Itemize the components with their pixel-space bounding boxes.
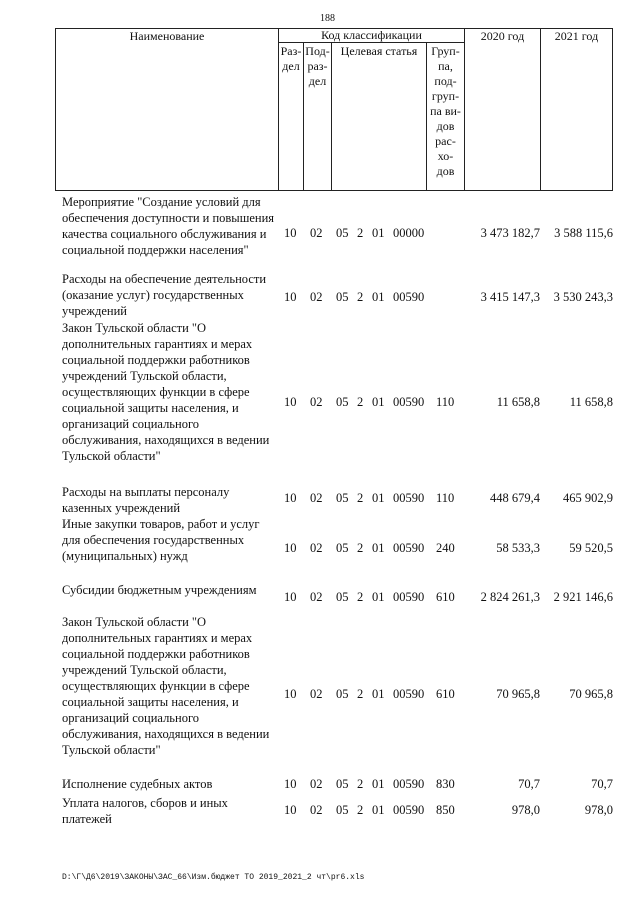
row-name: Исполнение судебных актов bbox=[62, 777, 213, 791]
cell-vr: 240 bbox=[436, 541, 455, 555]
cell-cs3: 01 bbox=[372, 491, 385, 505]
cell-2021: 59 520,5 bbox=[569, 541, 613, 555]
cell-vr: 850 bbox=[436, 803, 455, 817]
cell-cs2: 2 bbox=[357, 590, 364, 604]
cell-cs2: 2 bbox=[357, 226, 364, 240]
header-year-2021: 2021 год bbox=[554, 29, 599, 43]
cell-cs3: 01 bbox=[372, 395, 385, 409]
cell-cs2: 2 bbox=[357, 803, 364, 817]
cell-pr: 02 bbox=[310, 803, 323, 817]
cell-rz: 10 bbox=[284, 687, 297, 701]
header-razdel: Раз- дел bbox=[280, 44, 302, 73]
cell-pr: 02 bbox=[310, 290, 323, 304]
cell-cs4: 00590 bbox=[393, 395, 425, 409]
cell-cs2: 2 bbox=[357, 290, 364, 304]
cell-cs2: 2 bbox=[357, 491, 364, 505]
cell-rz: 10 bbox=[284, 226, 297, 240]
cell-rz: 10 bbox=[284, 491, 297, 505]
page-number: 188 bbox=[320, 13, 335, 24]
header-gruppa-vidov-rashodov: Груп- па, под- груп- па ви- дов рас- хо- дов bbox=[430, 44, 461, 178]
row-name: Расходы на обеспечение деятельности (оказание услуг) государственных учреждений bbox=[62, 272, 267, 318]
row-name: Субсидии бюджетным учреждениям bbox=[62, 583, 257, 597]
cell-2020: 70,7 bbox=[518, 777, 540, 791]
cell-2021: 465 902,9 bbox=[563, 491, 613, 505]
cell-2021: 11 658,8 bbox=[569, 395, 613, 409]
cell-cs2: 2 bbox=[357, 395, 364, 409]
cell-cs1: 05 bbox=[336, 395, 349, 409]
cell-2021: 3 530 243,3 bbox=[553, 290, 613, 304]
file-path-footer: D:\Г\Д6\2019\ЗАКОНЫ\ЗАС_66\Изм.бюджет ТО 2019_2021_2 чт\pr6.xls bbox=[62, 873, 365, 882]
cell-cs3: 01 bbox=[372, 541, 385, 555]
cell-pr: 02 bbox=[310, 687, 323, 701]
cell-pr: 02 bbox=[310, 395, 323, 409]
cell-cs4: 00590 bbox=[393, 777, 425, 791]
cell-cs2: 2 bbox=[357, 541, 364, 555]
cell-cs1: 05 bbox=[336, 687, 349, 701]
cell-2020: 978,0 bbox=[511, 803, 540, 817]
row-name: Расходы на выплаты персоналу казенных учреждений bbox=[62, 485, 230, 515]
cell-pr: 02 bbox=[310, 777, 323, 791]
cell-cs1: 05 bbox=[336, 226, 349, 240]
cell-cs4: 00590 bbox=[393, 491, 425, 505]
header-celevaya-statya: Целевая статья bbox=[340, 44, 418, 58]
cell-2020: 70 965,8 bbox=[496, 687, 540, 701]
header-name: Наименование bbox=[129, 29, 205, 43]
cell-cs4: 00000 bbox=[393, 226, 425, 240]
cell-2021: 70 965,8 bbox=[569, 687, 613, 701]
cell-cs3: 01 bbox=[372, 226, 385, 240]
cell-cs1: 05 bbox=[336, 590, 349, 604]
cell-cs1: 05 bbox=[336, 777, 349, 791]
cell-2020: 11 658,8 bbox=[496, 395, 540, 409]
cell-2020: 3 415 147,3 bbox=[480, 290, 540, 304]
cell-vr: 830 bbox=[436, 777, 455, 791]
cell-vr: 110 bbox=[436, 395, 455, 409]
cell-pr: 02 bbox=[310, 590, 323, 604]
cell-2020: 2 824 261,3 bbox=[480, 590, 540, 604]
cell-2020: 448 679,4 bbox=[490, 491, 540, 505]
cell-cs3: 01 bbox=[372, 590, 385, 604]
row-name: Иные закупки товаров, работ и услуг для обеспечения государственных (муниципальных) нужд bbox=[62, 517, 260, 563]
cell-cs4: 00590 bbox=[393, 590, 425, 604]
cell-rz: 10 bbox=[284, 803, 297, 817]
row-name: Уплата налогов, сборов и иных платежей bbox=[62, 796, 228, 826]
row-name: Мероприятие "Создание условий для обеспечения доступности и повышения качества социального обслуживания и социальной поддержки населения" bbox=[62, 195, 275, 257]
cell-cs2: 2 bbox=[357, 687, 364, 701]
row-name: Закон Тульской области "О дополнительных гарантиях и мерах социальной поддержки работников учреждений Тульской области, осуществляющих функции в сфере социальной защиты населения, и организаций социального обслуживания, находящихся в ведении Тульской области" bbox=[62, 321, 270, 463]
cell-cs1: 05 bbox=[336, 290, 349, 304]
cell-2021: 978,0 bbox=[584, 803, 613, 817]
cell-vr: 610 bbox=[436, 590, 455, 604]
header-code-group: Код классификации bbox=[321, 28, 422, 42]
cell-rz: 10 bbox=[284, 541, 297, 555]
cell-2021: 3 588 115,6 bbox=[554, 226, 613, 240]
cell-cs4: 00590 bbox=[393, 687, 425, 701]
row-name: Закон Тульской области "О дополнительных гарантиях и мерах социальной поддержки работников учреждений Тульской области, осуществляющих функции в сфере социальной защиты населения, и организаций социального обслуживания, находящихся в ведении Тульской области" bbox=[62, 615, 270, 757]
cell-vr: 610 bbox=[436, 687, 455, 701]
cell-cs4: 00590 bbox=[393, 803, 425, 817]
cell-pr: 02 bbox=[310, 226, 323, 240]
cell-vr: 110 bbox=[436, 491, 455, 505]
cell-2021: 70,7 bbox=[591, 777, 613, 791]
cell-cs3: 01 bbox=[372, 290, 385, 304]
cell-2020: 58 533,3 bbox=[496, 541, 540, 555]
cell-pr: 02 bbox=[310, 491, 323, 505]
cell-cs4: 00590 bbox=[393, 290, 425, 304]
header-podrazdel: Под- раз- дел bbox=[305, 44, 330, 88]
cell-cs1: 05 bbox=[336, 541, 349, 555]
cell-cs3: 01 bbox=[372, 687, 385, 701]
cell-2020: 3 473 182,7 bbox=[480, 226, 540, 240]
cell-cs3: 01 bbox=[372, 803, 385, 817]
cell-2021: 2 921 146,6 bbox=[553, 590, 613, 604]
cell-cs2: 2 bbox=[357, 777, 364, 791]
cell-cs1: 05 bbox=[336, 491, 349, 505]
cell-rz: 10 bbox=[284, 290, 297, 304]
cell-cs3: 01 bbox=[372, 777, 385, 791]
cell-pr: 02 bbox=[310, 541, 323, 555]
header-year-2020: 2020 год bbox=[480, 29, 525, 43]
cell-rz: 10 bbox=[284, 777, 297, 791]
cell-rz: 10 bbox=[284, 590, 297, 604]
cell-cs1: 05 bbox=[336, 803, 349, 817]
cell-cs4: 00590 bbox=[393, 541, 425, 555]
cell-rz: 10 bbox=[284, 395, 297, 409]
